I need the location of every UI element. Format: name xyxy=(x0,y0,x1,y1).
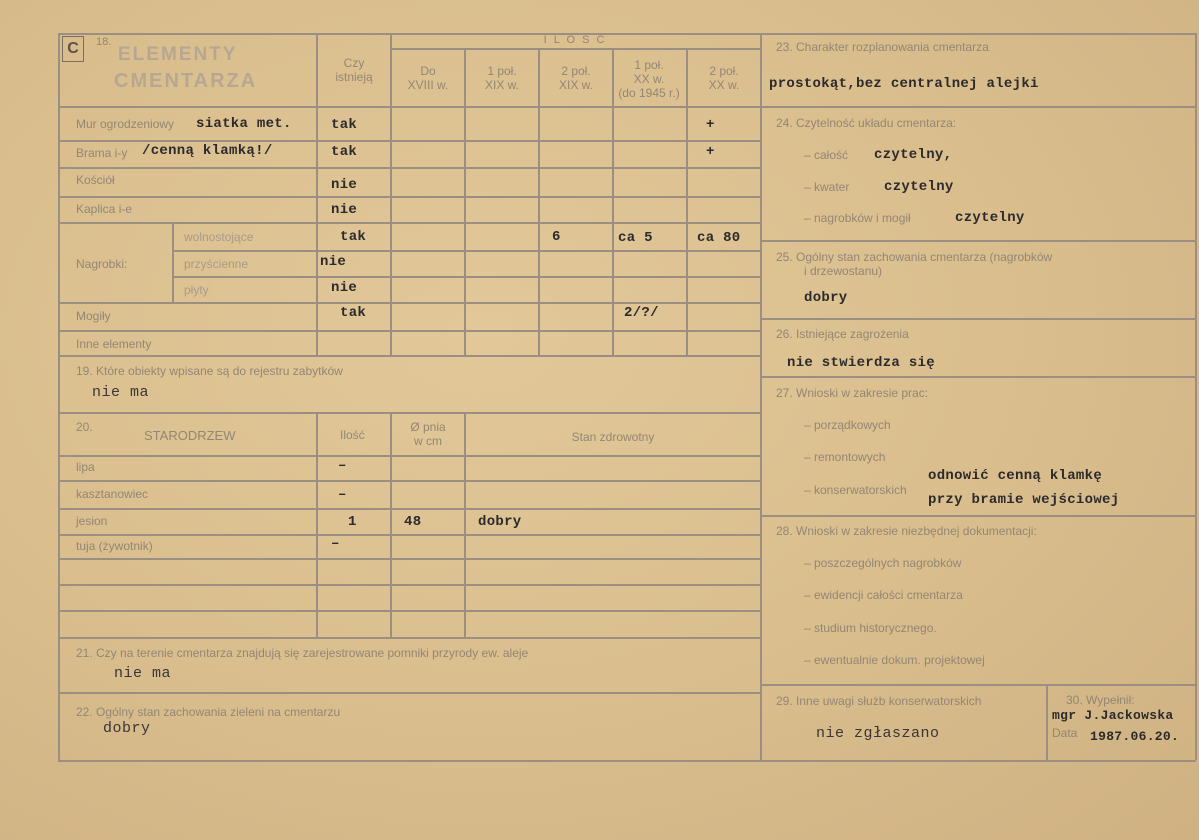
section-26-label: 26. Istniejące zagrożenia xyxy=(776,327,909,341)
typed-gate: /cenną klamką!/ xyxy=(142,143,273,159)
free-p4: ca 5 xyxy=(618,230,653,246)
section-19-value: nie ma xyxy=(92,384,150,401)
starodrzew-qty-header: Ilość xyxy=(340,428,365,442)
section-20-number: 20. xyxy=(76,420,93,434)
exists-free-standing: tak xyxy=(340,229,367,245)
legibility-label-graves: – nagrobków i mogił xyxy=(804,211,911,225)
tree-name-3: jesion xyxy=(76,514,108,528)
section-30-label: 30. Wypełnił: xyxy=(1066,693,1135,707)
work-item-renovation: – remontowych xyxy=(804,450,886,464)
tree-name-4: tuja (żywotnik) xyxy=(76,539,153,553)
exists-wall: tak xyxy=(331,117,358,133)
row-label-gate: Brama i-y xyxy=(76,146,128,160)
exists-chapel: nie xyxy=(331,202,358,218)
exists-header: Czy istnieją xyxy=(335,56,373,84)
elements-title-line1: ELEMENTY xyxy=(118,44,238,65)
exists-wall-graves: nie xyxy=(320,254,347,270)
elements-title-line2: CMENTARZA xyxy=(114,70,258,92)
work-item-conservation: – konserwatorskich xyxy=(804,483,907,497)
exists-slabs: nie xyxy=(331,280,358,296)
section-29-label: 29. Inne uwagi służb konserwatorskich xyxy=(776,694,982,708)
corner-box: C xyxy=(62,36,84,62)
period-header-5: 2 poł. XX w. xyxy=(708,64,740,92)
doc-item-graves: – poszczególnych nagrobków xyxy=(804,556,962,570)
section-26-value: nie stwierdza się xyxy=(787,355,935,371)
period-header-4: 1 poł. XX w. (do 1945 r.) xyxy=(618,58,680,100)
border-bottom xyxy=(58,760,1196,762)
border-left xyxy=(58,33,60,760)
free-p3: 6 xyxy=(552,229,561,245)
section-25-label-1: 25. Ogólny stan zachowania cmentarza (nagrobków xyxy=(776,250,1053,264)
ilosc-header: I L O Ś C xyxy=(543,34,607,46)
date-label: Data xyxy=(1052,726,1078,740)
period-header-3: 2 poł. XIX w. xyxy=(558,64,593,92)
typed-wall: siatka met. xyxy=(196,116,292,132)
section-29-value: nie zgłaszano xyxy=(816,725,940,742)
tree-qty-4: – xyxy=(331,536,340,552)
mounds-p4: 2/?/ xyxy=(624,305,659,321)
row-label-slabs: płyty xyxy=(184,283,209,297)
section-23-label: 23. Charakter rozplanowania cmentarza xyxy=(776,40,989,54)
legibility-label-quarters: – kwater xyxy=(804,180,850,194)
exists-gate: tak xyxy=(331,144,358,160)
column-divider xyxy=(760,33,762,760)
section-19-label: 19. Które obiekty wpisane są do rejestru zabytków xyxy=(76,364,343,378)
doc-item-history: – studium historycznego. xyxy=(804,621,937,635)
section-23-value: prostokąt,bez centralnej alejki xyxy=(769,76,1039,92)
gate-p5: + xyxy=(706,144,715,160)
section-27-value-1: odnowić cenną klamkę xyxy=(928,468,1103,484)
section-27-value-2: przy bramie wejściowej xyxy=(928,492,1120,508)
legibility-label-whole: – całość xyxy=(804,148,849,162)
filled-date: 1987.06.20. xyxy=(1090,729,1180,744)
period-header-2: 1 poł. XIX w. xyxy=(484,64,519,92)
starodrzew-health-header: Stan zdrowotny xyxy=(571,430,655,444)
work-item-cleaning: – porządkowych xyxy=(804,418,891,432)
free-p5: ca 80 xyxy=(697,230,741,246)
section-27-label: 27. Wnioski w zakresie prac: xyxy=(776,386,929,400)
doc-item-project: – ewentualnie dokum. projektowej xyxy=(804,653,985,667)
period-header-1: Do XVIII w. xyxy=(407,64,449,92)
row-label-free-standing: wolnostojące xyxy=(184,230,254,244)
tree-name-1: lipa xyxy=(76,460,95,474)
exists-mounds: tak xyxy=(340,305,367,321)
row-label-church: Kościół xyxy=(76,173,115,187)
row-label-chapel: Kaplica i-e xyxy=(76,202,133,216)
section-18-number: 18. xyxy=(96,36,112,48)
legibility-value-graves: czytelny xyxy=(955,210,1025,226)
legibility-value-quarters: czytelny xyxy=(884,179,954,195)
section-28-label: 28. Wnioski w zakresie niezbędnej dokumentacji: xyxy=(776,524,1037,538)
section-24-label: 24. Czytelność układu cmentarza: xyxy=(776,116,957,130)
tree-health-3: dobry xyxy=(478,514,522,530)
section-22-value: dobry xyxy=(103,720,151,737)
tree-qty-2: – xyxy=(338,487,347,503)
row-label-wall-graves: przyścienne xyxy=(184,257,249,271)
row-label-other: Inne elementy xyxy=(76,337,152,351)
border-right xyxy=(1195,33,1197,760)
row-label-graves: Nagrobki: xyxy=(76,257,128,271)
section-25-value: dobry xyxy=(804,290,848,306)
starodrzew-title: STARODRZEW xyxy=(144,428,236,443)
wall-p5: + xyxy=(706,117,715,133)
tree-diam-3: 48 xyxy=(404,514,422,530)
section-21-label: 21. Czy na terenie cmentarza znajdują się zarejestrowane pomniki przyrody ew. aleje xyxy=(76,646,529,660)
section-22-label: 22. Ogólny stan zachowania zieleni na cmentarzu xyxy=(76,705,341,719)
section-21-value: nie ma xyxy=(114,665,172,682)
legibility-value-whole: czytelny, xyxy=(874,147,953,163)
starodrzew-diam-header: Ø pnia w cm xyxy=(410,420,446,448)
tree-qty-1: – xyxy=(338,458,347,474)
tree-name-2: kasztanowiec xyxy=(76,487,149,501)
section-25-label-2: i drzewostanu) xyxy=(804,264,883,278)
row-label-mounds: Mogiły xyxy=(76,309,111,323)
doc-item-inventory: – ewidencji całości cmentarza xyxy=(804,588,963,602)
exists-church: nie xyxy=(331,177,358,193)
row-label-wall: Mur ogrodzeniowy xyxy=(76,117,175,131)
tree-qty-3: 1 xyxy=(348,514,357,530)
filled-by-name: mgr J.Jackowska xyxy=(1052,708,1174,723)
